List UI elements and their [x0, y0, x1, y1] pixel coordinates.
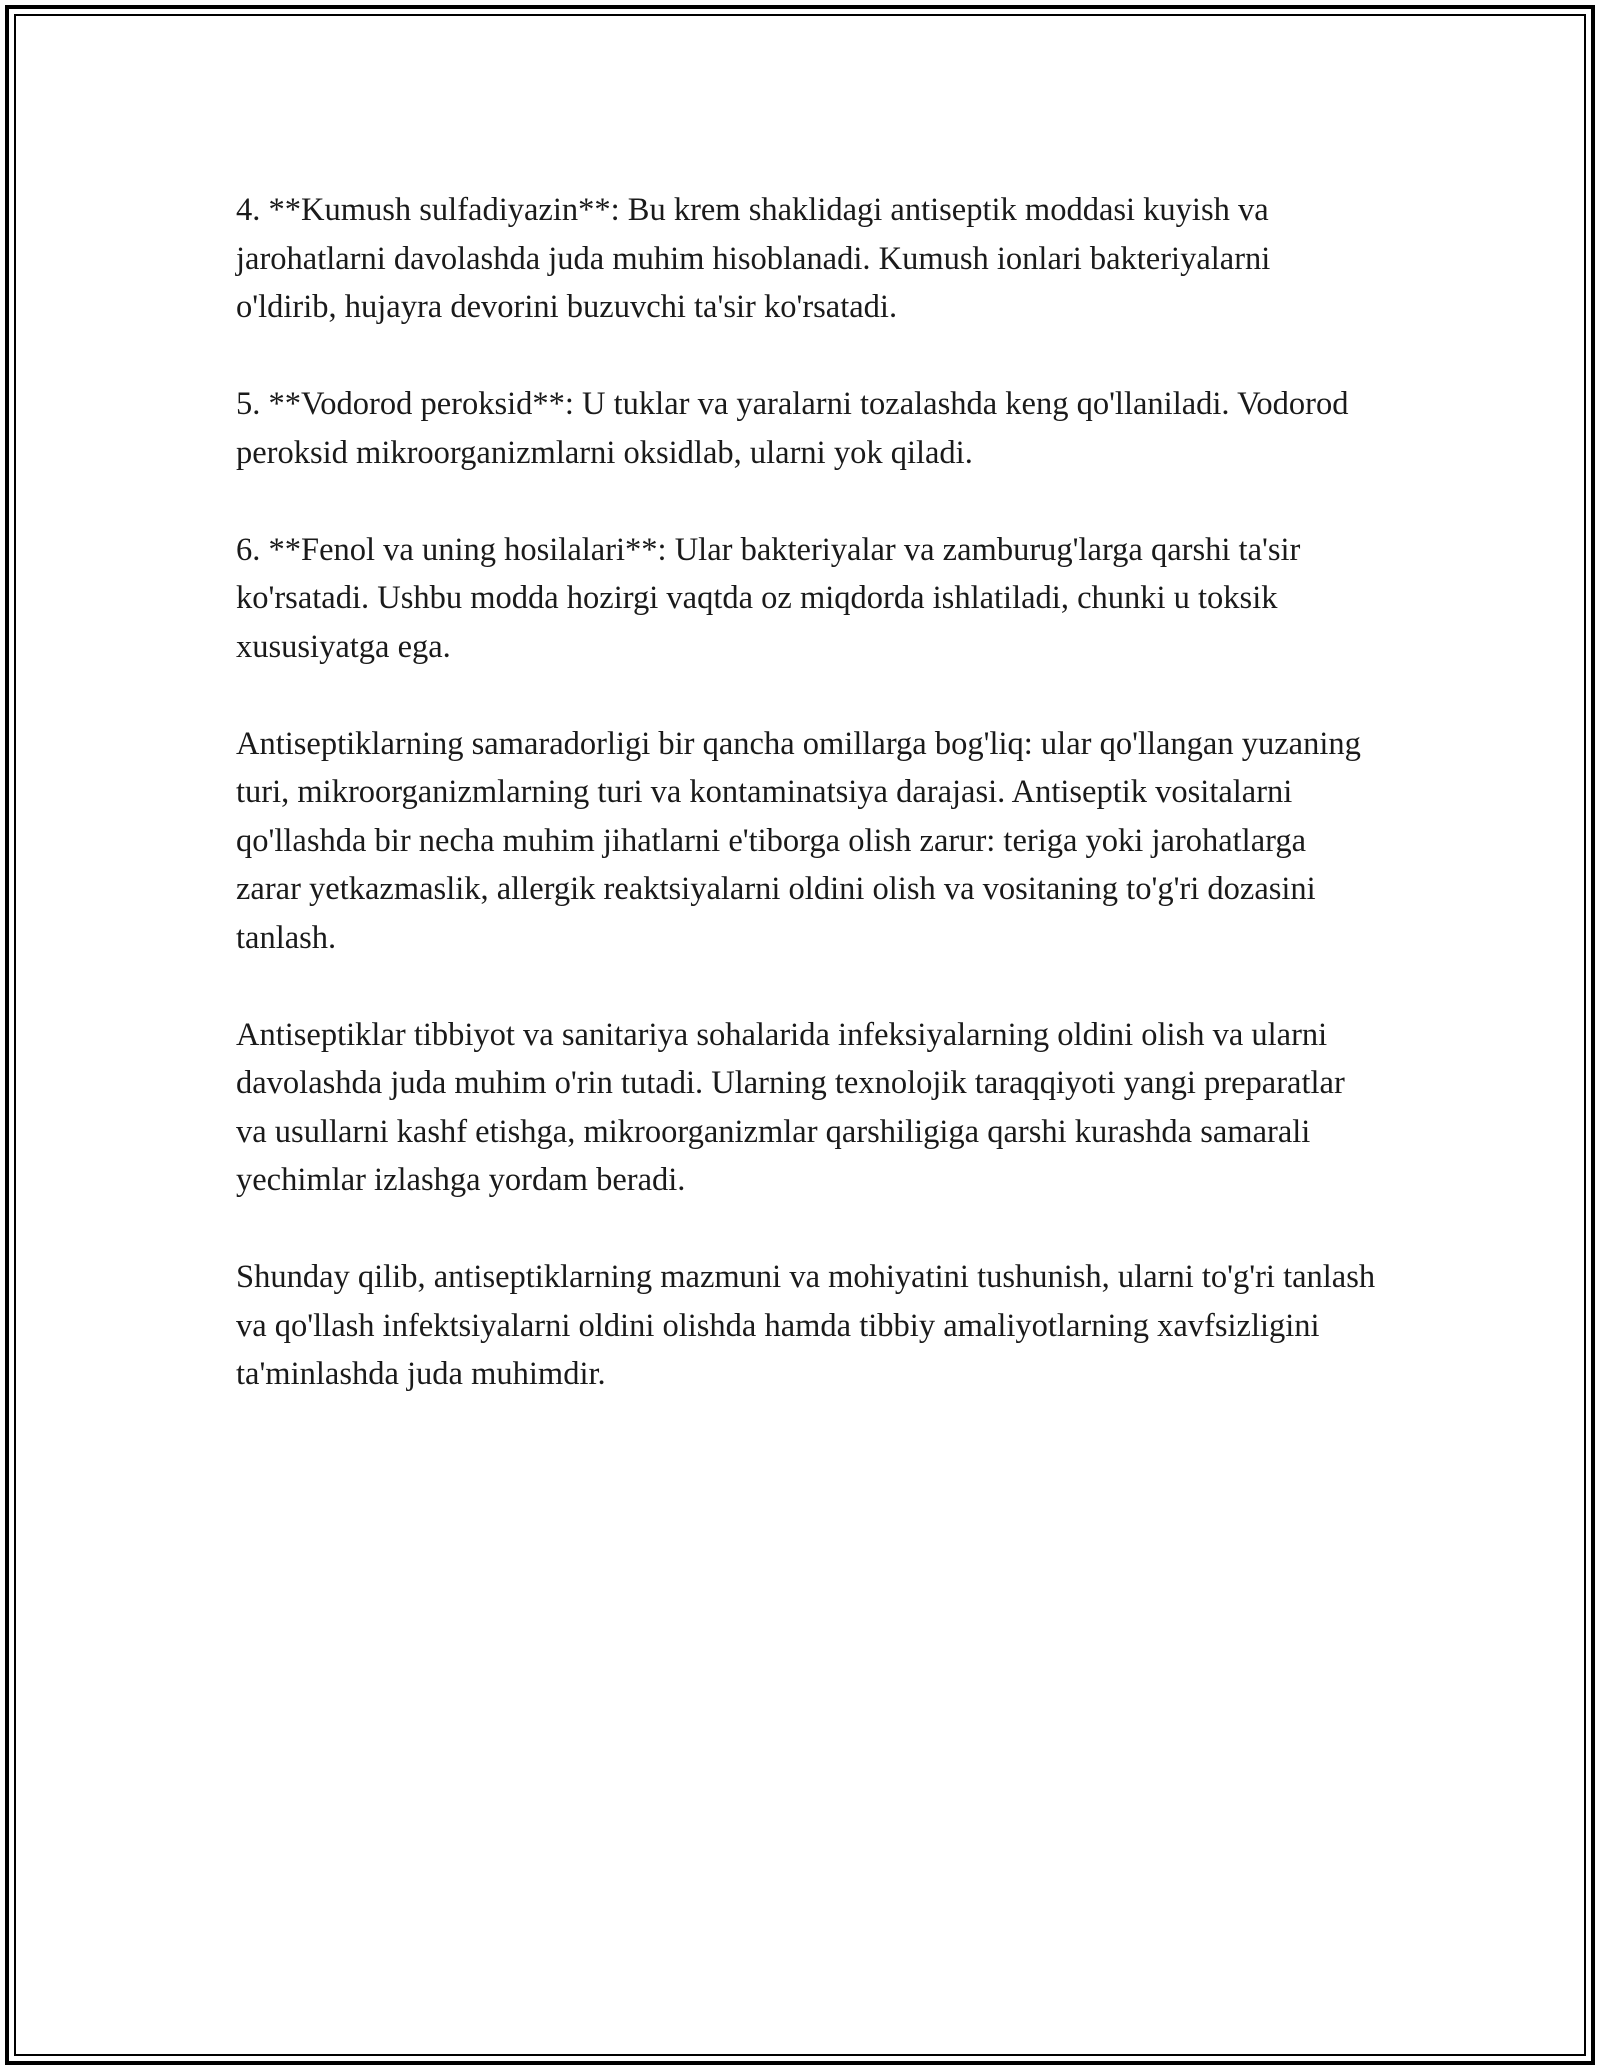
paragraph-vodorod-peroksid: 5. **Vodorod peroksid**: U tuklar va yaralarni tozalashda keng qo'llaniladi. Vodorod peroksid mikroorganizmlarni oksidlab, ularni yok qiladi.	[236, 386, 1349, 471]
paragraph-tibbiyot: Antiseptiklar tibbiyot va sanitariya sohalarida infeksiyalarning oldini olish va ularni davolashda juda muhim o'rin tutadi. Ularning texnolojik taraqqiyoti yangi preparatlar va usullarni kashf etishga, mikroorganizmlar qarshiligiga qarshi kurashda samarali yechimlar izlashga yordam beradi.	[236, 1016, 1345, 1198]
paragraph-fenol: 6. **Fenol va uning hosilalari**: Ular bakteriyalar va zamburug'larga qarshi ta'sir ko'rsatadi. Ushbu modda hozirgi vaqtda oz miqdorda ishlatiladi, chunki u toksik xususiyatga ega.	[236, 531, 1301, 665]
paragraph-xulosa: Shunday qilib, antiseptiklarning mazmuni va mohiyatini tushunish, ularni to'g'ri tanlash va qo'llash infektsiyalarni oldini olishda hamda tibbiy amaliyotlarning xavfsizligini ta'minlashda juda muhimdir.	[236, 1259, 1376, 1392]
document-body	[236, 186, 1376, 1447]
paragraph-kumush-sulfadiyazin: 4. **Kumush sulfadiyazin**: Bu krem shaklidagi antiseptik moddasi kuyish va jarohatlarni davolashda juda muhim hisoblanadi. Kumush ionlari bakteriyalarni o'ldirib, hujayra devorini buzuvchi ta'sir ko'rsatadi.	[236, 192, 1271, 325]
paragraph-samaradorlik: Antiseptiklarning samaradorligi bir qancha omillarga bog'liq: ular qo'llangan yuzaning turi, mikroorganizmlarning turi va kontaminatsiya darajasi. Antiseptik vositalarni qo'llashda bir necha muhim jihatlarni e'tiborga olish zarur: teriga yoki jarohatlarga zarar yetkazmaslik, allergik reaktsiyalarni oldini olish va vositaning to'g'ri dozasini tanlash.	[236, 725, 1361, 956]
